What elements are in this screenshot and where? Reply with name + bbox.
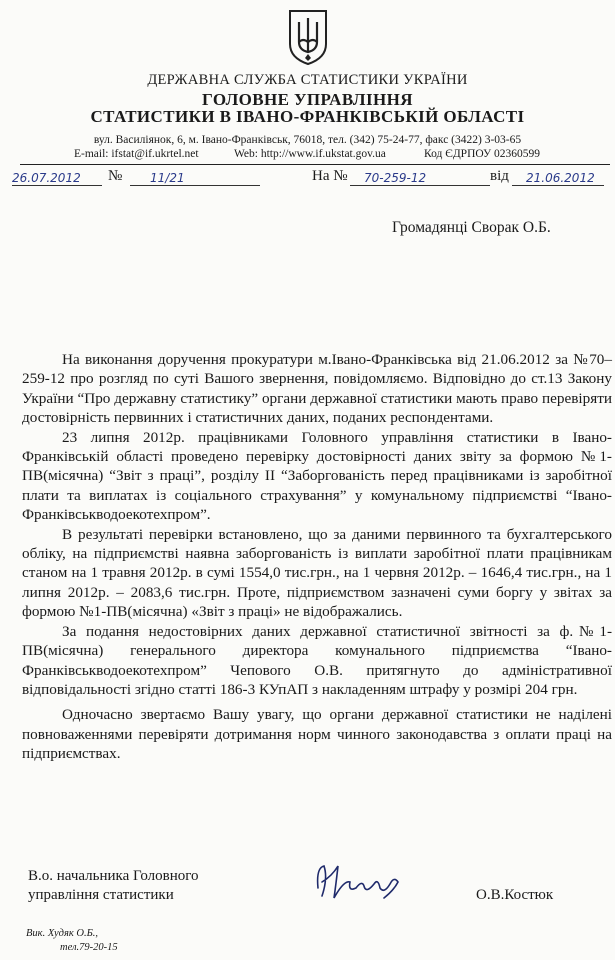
department-title-line1: ГОЛОВНЕ УПРАВЛІННЯ: [202, 90, 413, 109]
coat-of-arms-emblem: [287, 8, 329, 66]
incoming-number: 70-259-12: [350, 171, 490, 186]
outgoing-date: 26.07.2012: [12, 171, 102, 186]
outgoing-number: 11/21: [130, 171, 260, 186]
paragraph-inspection: 23 липня 2012р. працівниками Головного управління статистики в Івано-Франківській області проведено перевірку достовірності даних звіту за формою №1-ПВ(місячна) “Звіт з праці”, розділу II “Заборгованість перед працівниками із заробітної плати та виплатах із соціального страхування” у комунальному підприємстві “Івано-Франківськводоекотехпром”.: [22, 428, 612, 524]
executor-phone: тел.79-20-15: [60, 942, 118, 953]
incoming-date: 21.06.2012: [512, 171, 604, 186]
agency-name: ДЕРЖАВНА СЛУЖБА СТАТИСТИКИ УКРАЇНИ: [147, 72, 468, 88]
paragraph-assignment: На виконання доручення прокуратури м.Івано-Франківська від 21.06.2012 за №70–259-12 про розгляд по суті Вашого звернення, повідомляємо. Відповідно до ст.13 Закону України “Про державну статистику” органи державної статистики мають право перевіряти достовірність первинних і статистичних даних, поданих респондентами.: [22, 351, 612, 427]
paragraph-penalty: За подання недостовірних даних державної статистичної звітності за ф.№1-ПВ(місячна) генерального директора комунального підприємства “Івано-Франківськводоекотехпром” Чепового О.В. притягнуто до адміністративної відповідальності згідно статті 186-3 КУпАП з накладенням штрафу у розмірі 204 грн.: [22, 622, 612, 698]
from-label: від: [490, 168, 509, 184]
edrpou-code: Код ЄДРПОУ 02360599: [424, 148, 541, 160]
number-label: №: [108, 168, 123, 184]
paragraph-notice: Одночасно звертаємо Вашу увагу, що органи державної статистики не наділені повноваженнями перевіряти дотримання норм чинного законодавства з оплати праці на підприємствах.: [22, 706, 612, 763]
email-text: E-mail: ifstat@if.ukrtel.net: [74, 148, 199, 160]
website-text: Web: http://www.if.ukstat.gov.ua: [234, 148, 386, 160]
paragraph-findings: В результаті перевірки встановлено, що за даними первинного та бухгалтерського обліку, на підприємстві наявна заборгованість із виплати заробітної плати працівникам станом на 1 травня 2012р. в сумі 1554,0 тис.грн., на 1 червня 2012р. – 1646,4 тис.грн., на 1 липня 2012р. – 2083,6 тис.грн. Проте, підприємством зазначені суми боргу у звітах за формою №1-ПВ(місячна) «Звіт з праці» не відображались.: [22, 525, 612, 621]
signatory-position-line2: управління статистики: [28, 887, 174, 903]
letterhead-divider: [20, 164, 610, 165]
handwritten-signature: [310, 858, 410, 906]
reference-line: [0, 168, 615, 192]
letter-body: [22, 350, 612, 764]
signatory-name: О.В.Костюк: [476, 887, 554, 903]
executor-name: Вик. Худяк О.Б.,: [26, 928, 99, 939]
postal-address: вул. Василіянок, 6, м. Івано-Франківськ, 76018, тел. (342) 75-24-77, факс (3422) 3-03-65: [93, 134, 522, 146]
addressee: Громадянці Сворак О.Б.: [392, 219, 551, 236]
department-title-line2: СТАТИСТИКИ В ІВАНО-ФРАНКІВСЬКІЙ ОБЛАСТІ: [90, 107, 525, 126]
signatory-position-line1: В.о. начальника Головного: [28, 868, 199, 884]
reply-to-label: На №: [312, 168, 348, 184]
